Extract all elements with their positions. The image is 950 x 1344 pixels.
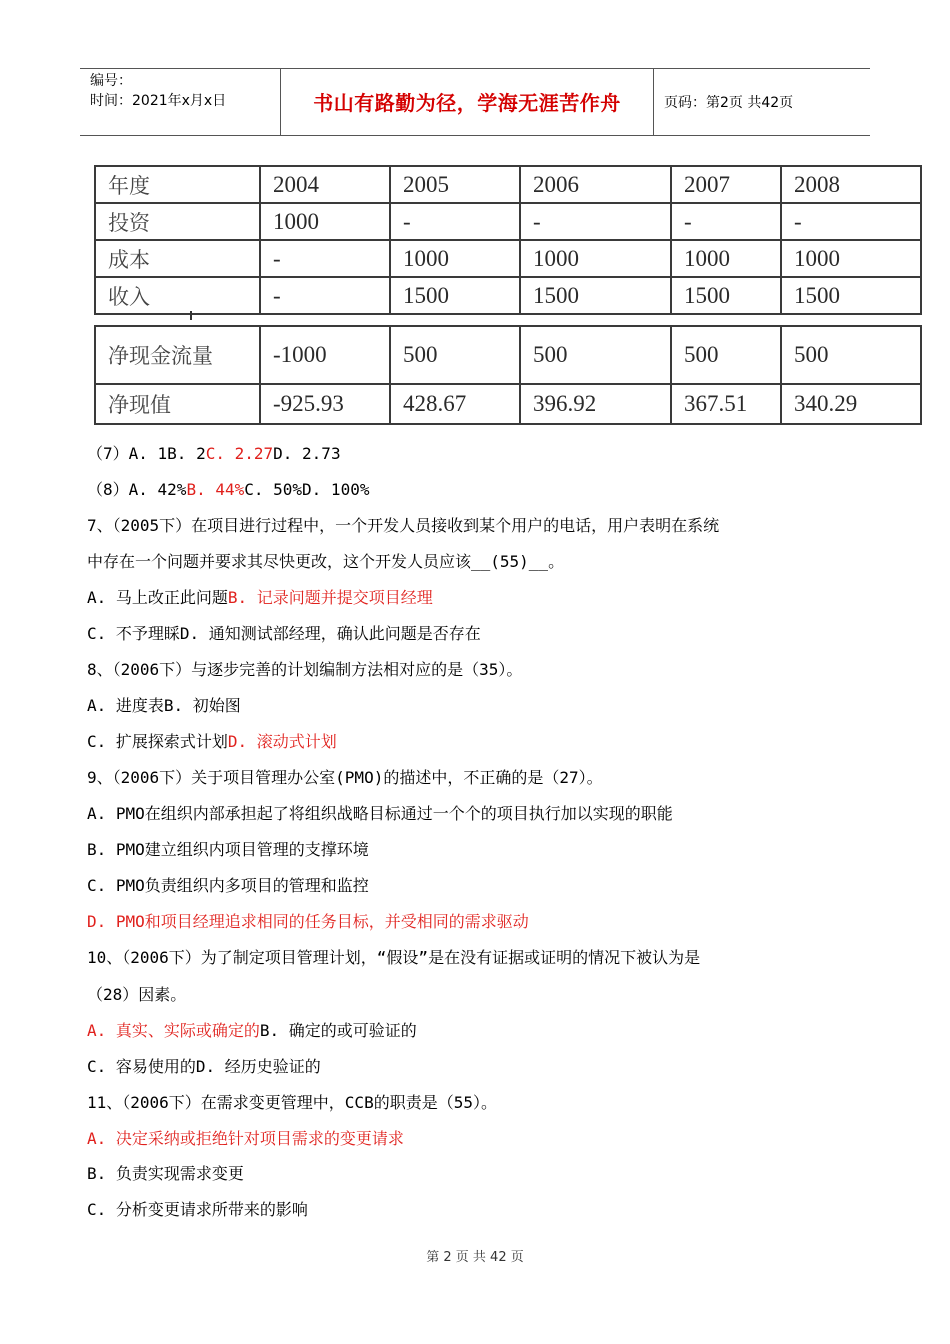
text-line	[87, 515, 719, 537]
table-cell: -	[260, 277, 390, 314]
page-footer: 第 2 页 共 42 页	[426, 1250, 524, 1265]
text-segment: A. 进度表B. 初始图	[87, 696, 241, 715]
table-cell: -	[390, 203, 520, 240]
table-cell: -	[781, 203, 921, 240]
table-cell: 1000	[390, 240, 520, 277]
row-label-cell: 成本	[95, 240, 260, 277]
document-date: 时间：2021年x月x日	[90, 93, 227, 109]
text-segment: 7、（2005下）在项目进行过程中，一个开发人员接收到某个用户的电话，用户表明在系统	[87, 516, 720, 535]
answer-highlight: A. 真实、实际或确定的	[87, 1021, 260, 1040]
text-line	[87, 875, 369, 897]
text-line	[87, 623, 481, 645]
table-cell: 2005	[390, 166, 520, 203]
text-segment: 8、（2006下）与逐步完善的计划编制方法相对应的是（35）。	[87, 660, 523, 679]
text-segment: C. 容易使用的D. 经历史验证的	[87, 1057, 321, 1076]
table-cell: -	[260, 240, 390, 277]
table-cell: 2007	[671, 166, 781, 203]
answer-highlight: D. PMO和项目经理追求相同的任务目标，并受相同的需求驱动	[87, 912, 529, 931]
row-label-cell: 净现值	[95, 384, 260, 424]
table-row	[95, 384, 921, 424]
table-row	[95, 326, 921, 384]
text-segment: C. 不予理睬D. 通知测试部经理，确认此问题是否存在	[87, 624, 481, 643]
page-header	[80, 68, 870, 136]
text-segment: A. PMO在组织内部承担起了将组织战略目标通过一个个的项目执行加以实现的职能	[87, 804, 673, 823]
text-line	[87, 479, 369, 501]
text-line	[87, 659, 522, 681]
npv-table	[94, 165, 920, 425]
text-segment: C. 扩展探索式计划	[87, 732, 228, 751]
text-segment: B. PMO建立组织内项目管理的支撑环境	[87, 840, 369, 859]
header-page-info: 页码：第2页 共42页	[664, 95, 794, 111]
text-line	[87, 587, 433, 609]
table-cell: -	[520, 203, 671, 240]
table-cell: 1500	[520, 277, 671, 314]
text-segment: 9、（2006下）关于项目管理办公室(PMO)的描述中，不正确的是（27）。	[87, 768, 603, 787]
text-segment: D. 2.73	[273, 444, 341, 463]
text-line	[87, 1020, 417, 1042]
table-cell: 500	[390, 326, 520, 384]
text-line	[87, 984, 186, 1006]
table-cell: -1000	[260, 326, 390, 384]
text-segment: （28）因素。	[87, 985, 187, 1004]
table-cell: 1500	[671, 277, 781, 314]
table-row	[95, 277, 921, 314]
text-line	[87, 443, 341, 465]
table-cell: 500	[520, 326, 671, 384]
text-line	[87, 1163, 244, 1185]
header-meta	[80, 69, 281, 135]
text-line	[87, 1092, 497, 1114]
table-cell: 1500	[390, 277, 520, 314]
table-gap	[95, 314, 921, 326]
text-line	[87, 767, 603, 789]
text-segment: （8）A. 42%	[87, 480, 187, 499]
table-cell: 367.51	[671, 384, 781, 424]
header-motto: 书山有路勤为径，学海无涯苦作舟	[281, 69, 654, 135]
answer-highlight: C. 2.27	[205, 444, 274, 463]
table-cell: 428.67	[390, 384, 520, 424]
table-cell: 500	[671, 326, 781, 384]
text-line	[87, 731, 337, 753]
text-segment: C. PMO负责组织内多项目的管理和监控	[87, 876, 369, 895]
row-label-cell: 年度	[95, 166, 260, 203]
table-cell: -	[671, 203, 781, 240]
table-cell: 1500	[781, 277, 921, 314]
answer-highlight: B. 记录问题并提交项目经理	[227, 588, 433, 607]
table-row	[95, 166, 921, 203]
table-cell: 340.29	[781, 384, 921, 424]
text-line	[87, 803, 673, 825]
table-cell: 2006	[520, 166, 671, 203]
text-line	[87, 839, 369, 861]
answer-highlight: D. 滚动式计划	[227, 732, 337, 751]
text-segment: （7）A. 1B. 2	[87, 444, 206, 463]
table-cell: -925.93	[260, 384, 390, 424]
table-cell: 1000	[520, 240, 671, 277]
table-row	[95, 240, 921, 277]
table-row	[95, 203, 921, 240]
text-segment: B. 负责实现需求变更	[87, 1164, 244, 1183]
text-line	[87, 1056, 321, 1078]
answer-highlight: B. 44%	[186, 480, 245, 499]
text-line	[87, 911, 529, 933]
text-line	[87, 1128, 404, 1150]
text-segment: 11、（2006下）在需求变更管理中，CCB的职责是（55）。	[87, 1093, 497, 1112]
text-line	[87, 695, 241, 717]
answer-highlight: A. 决定采纳或拒绝针对项目需求的变更请求	[87, 1129, 404, 1148]
document-number-label: 编号：	[90, 73, 132, 89]
table-cell: 2004	[260, 166, 390, 203]
row-label-cell: 投资	[95, 203, 260, 240]
row-label-cell: 收入	[95, 277, 260, 314]
text-segment: C. 50%D. 100%	[244, 480, 370, 499]
table-cell: 1000	[671, 240, 781, 277]
text-segment: C. 分析变更请求所带来的影响	[87, 1200, 308, 1219]
text-segment: A. 马上改正此问题	[87, 588, 228, 607]
text-segment: 10、（2006下）为了制定项目管理计划，“假设”是在没有证据或证明的情况下被认为是	[87, 948, 701, 967]
table-cell: 1000	[260, 203, 390, 240]
text-line	[87, 1199, 308, 1221]
table-cell: 2008	[781, 166, 921, 203]
table-cell: 500	[781, 326, 921, 384]
text-line	[87, 551, 564, 573]
table-cell: 396.92	[520, 384, 671, 424]
text-segment: 中存在一个问题并要求其尽快更改，这个开发人员应该__(55)__。	[87, 552, 565, 571]
text-line	[87, 947, 700, 969]
row-label-cell: 净现金流量	[95, 326, 260, 384]
scan-artifact-mark	[190, 311, 192, 320]
table-cell: 1000	[781, 240, 921, 277]
text-segment: B. 确定的或可验证的	[259, 1021, 417, 1040]
